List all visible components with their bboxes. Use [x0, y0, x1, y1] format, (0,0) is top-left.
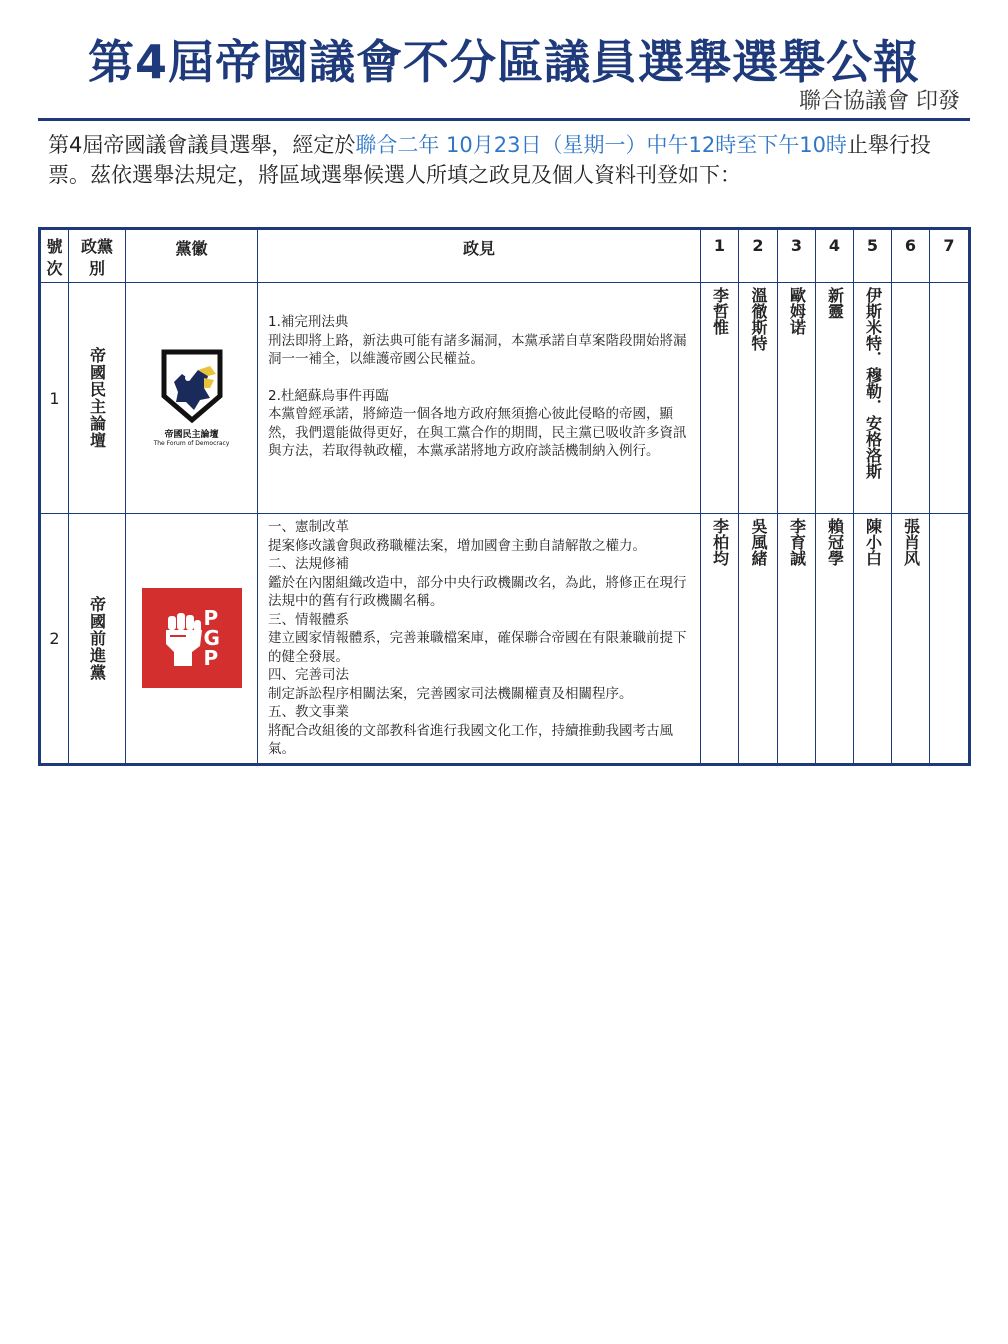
row2-policy-body-4: 制定訴訟程序相關法案，完善國家司法機關權責及相關程序。 [268, 685, 633, 702]
row2-cand-6 [892, 514, 930, 765]
header-cand-4: 4 [816, 229, 854, 283]
row2-policy-title-1: 一、憲制改革 [268, 519, 349, 535]
header-number-text: 號次 [46, 237, 63, 278]
row2-policy-body-2: 鑑於在內閣組織改造中，部分中央行政機關改名，為此，將修正在現行法規中的舊有行政機關名稱。 [268, 574, 687, 609]
row2-number: 2 [40, 514, 69, 765]
row1-cand-7 [930, 283, 970, 514]
row2-party-cell [69, 514, 126, 765]
header-cand-6: 6 [892, 229, 930, 283]
pgp-letter-1: P [203, 606, 219, 631]
forum-democracy-logo [147, 348, 237, 448]
pgp-letter-2: G [203, 626, 220, 651]
candidate-name: 李柏均 [710, 518, 730, 566]
row2-emblem-cell [126, 514, 258, 765]
row2-policy-body-5: 將配合改組後的文部教科省進行我國文化工作，持續推動我國考古風氣。 [268, 722, 673, 757]
row2-policy-title-5: 五、教文事業 [268, 704, 349, 720]
header-party-text: 政黨別 [80, 237, 113, 278]
row1-cand-5 [854, 283, 892, 514]
candidate-name: 李育誠 [787, 518, 807, 566]
row1-policy-item-2 [268, 387, 690, 461]
row2-policy-item-2 [268, 555, 690, 611]
table-row [40, 514, 970, 765]
candidate-name: 賴冠學 [825, 518, 845, 566]
row2-cand-5 [854, 514, 892, 765]
row1-party-name: 帝國民主論壇 [87, 347, 107, 449]
row2-policy-item-1 [268, 518, 690, 555]
intro-text-1: 第4屆帝國議會議員選舉，經定於 [48, 133, 356, 157]
candidate-name: 歐姆诺 [787, 287, 807, 335]
row2-policy-body-3: 建立國家情報體系，完善兼職檔案庫，確保聯合帝國在有限兼職前提下的健全發展。 [268, 630, 687, 665]
header-cand-5: 5 [854, 229, 892, 283]
header-number [40, 229, 69, 283]
row1-policy-title-1: 1.補完刑法典 [268, 314, 349, 330]
row2-cand-4 [816, 514, 854, 765]
row1-policy-title-2: 2.杜絕蘇烏事件再臨 [268, 387, 389, 404]
row1-policy [258, 283, 701, 514]
row1-cand-1 [701, 283, 739, 514]
raised-fist-icon [162, 610, 206, 668]
row2-policy-title-2: 二、法規修補 [268, 556, 349, 572]
candidate-name: 溫徹斯特 [749, 287, 768, 351]
row1-policy-body-2: 本黨曾經承諾，將締造一個各地方政府無須擔心彼此侵略的帝國，顯然，我們還能做得更好，在與工黨合作的期間，民主黨已吸收許多資訊與方法，若取得執政權，本黨承諾將地方政府談話機制納入例行。 [268, 406, 687, 459]
header-cand-1: 1 [701, 229, 739, 283]
publisher-label: 聯合協議會 印發 [799, 89, 960, 114]
row2-policy-body-1: 提案修改議會與政務職權法案，增加國會主動自請解散之權力。 [268, 537, 646, 554]
ballot-table [38, 227, 971, 766]
header-cand-3: 3 [778, 229, 816, 283]
header-policy: 政見 [258, 229, 701, 283]
row1-policy-item-1 [268, 313, 690, 369]
header-cand-7: 7 [930, 229, 970, 283]
row1-cand-6 [892, 283, 930, 514]
row2-policy-item-3 [268, 611, 690, 667]
row1-cand-2 [739, 283, 778, 514]
candidate-name: 伊斯米特．穆勒．安格洛斯 [863, 287, 883, 479]
row1-cand-3 [778, 283, 816, 514]
header-divider [38, 118, 970, 121]
candidate-name: 新靈 [825, 287, 845, 319]
header-cand-2: 2 [739, 229, 778, 283]
intro-date-highlight: 聯合二年 10月23日（星期一）中午12時至下午10時 [355, 133, 847, 157]
intro-paragraph [48, 130, 968, 190]
row1-emblem-cell [126, 283, 258, 514]
intro-text-2: 止舉行投票。茲依選舉法規定，將區域選舉候選人所填之政見及個人資料刊登如下： [48, 133, 931, 187]
candidate-name: 李哲惟 [710, 287, 730, 335]
pgp-logo [142, 588, 242, 688]
pgp-letter-3: P [203, 646, 219, 671]
row1-policy-body-1: 刑法即將上路，新法典可能有諸多漏洞，本黨承諾自草案階段開始將漏洞一一補全，以維護帝國公民權益。 [268, 332, 687, 367]
row2-cand-2 [739, 514, 778, 765]
table-row [40, 283, 970, 514]
row2-policy [258, 514, 701, 765]
row1-party-cell [69, 283, 126, 514]
header-emblem: 黨徽 [126, 229, 258, 283]
row1-emblem-caption-en: The Forum of Democracy [153, 440, 230, 447]
row1-cand-4 [816, 283, 854, 514]
row2-cand-7 [930, 514, 970, 765]
shield-icon [160, 348, 224, 424]
row2-cand-3 [778, 514, 816, 765]
candidate-name: 張肖风 [901, 518, 921, 566]
header-party [69, 229, 126, 283]
candidate-name: 吳風緒 [749, 518, 768, 566]
row1-number: 1 [40, 283, 69, 514]
row2-policy-item-5 [268, 703, 690, 759]
candidate-name: 陳小白 [863, 518, 883, 566]
row2-policy-title-4: 四、完善司法 [268, 667, 349, 683]
table-header-row [40, 229, 970, 283]
row2-policy-item-4 [268, 666, 690, 703]
row2-cand-1 [701, 514, 739, 765]
row1-emblem-caption-cn: 帝國民主論壇 [164, 430, 219, 440]
row2-party-name: 帝國前進黨 [87, 595, 107, 681]
row2-policy-title-3: 三、情報體系 [268, 611, 349, 628]
page-title: 第4屆帝國議會不分區議員選舉選舉公報 [87, 35, 920, 89]
